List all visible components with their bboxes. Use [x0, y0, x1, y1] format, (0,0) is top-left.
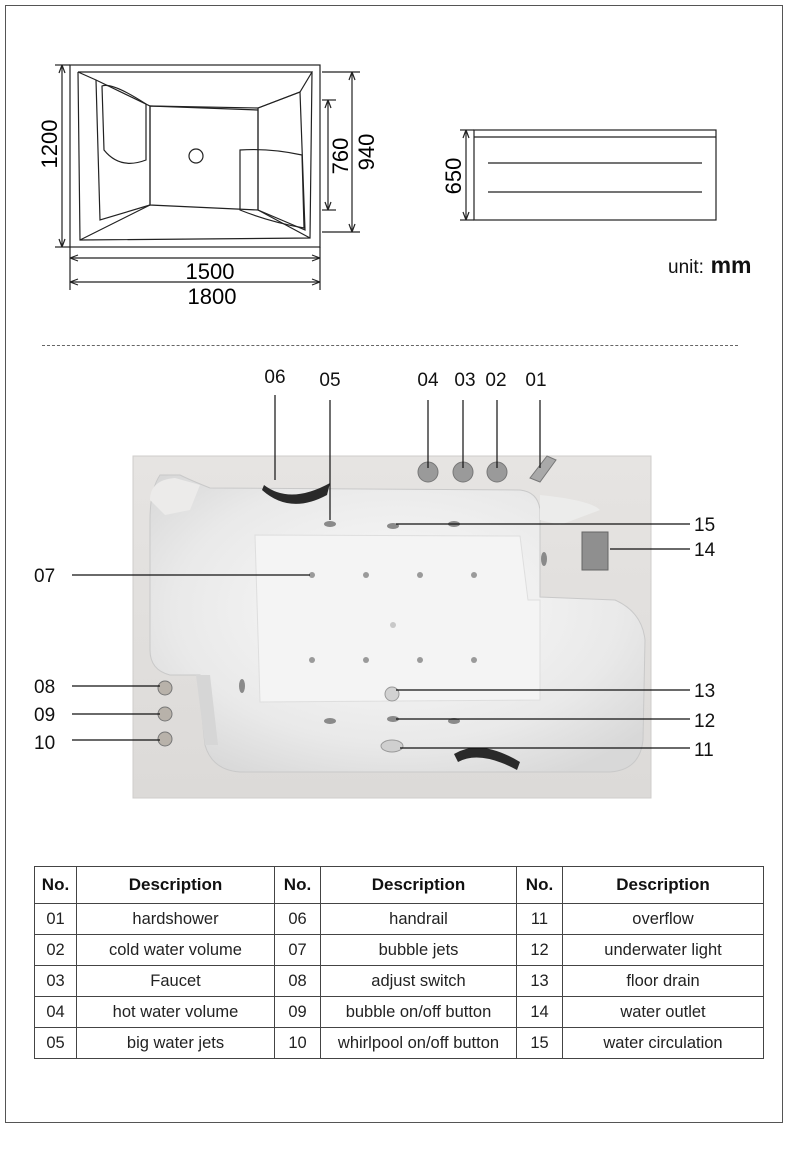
callout-13: 13	[694, 681, 716, 702]
cell-description: cold water volume	[77, 935, 275, 966]
unit-label	[668, 252, 752, 280]
table-row	[35, 1028, 764, 1059]
cell-no: 10	[275, 1028, 321, 1059]
cell-description: hardshower	[77, 904, 275, 935]
dim-1200: 1200	[37, 119, 62, 169]
cell-description: adjust switch	[321, 966, 517, 997]
cell-no: 05	[35, 1028, 77, 1059]
cell-no: 11	[517, 904, 563, 935]
cell-description: bubble on/off button	[321, 997, 517, 1028]
cell-no: 04	[35, 997, 77, 1028]
cell-no: 14	[517, 997, 563, 1028]
cell-description: whirlpool on/off button	[321, 1028, 517, 1059]
dim-1800: 1800	[187, 284, 237, 309]
cell-description: bubble jets	[321, 935, 517, 966]
callout-15: 15	[694, 515, 716, 536]
overflow-cap	[381, 740, 403, 752]
unit-prefix: unit:	[668, 257, 704, 278]
callout-12: 12	[694, 711, 716, 732]
cell-description: handrail	[321, 904, 517, 935]
callout-02: 02	[485, 370, 507, 391]
cell-description: underwater light	[563, 935, 764, 966]
cell-no: 07	[275, 935, 321, 966]
callout-03: 03	[454, 370, 476, 391]
unit-value: mm	[710, 252, 752, 278]
cell-description: Faucet	[77, 966, 275, 997]
drain-circle	[189, 149, 203, 163]
cell-no: 12	[517, 935, 563, 966]
floor-drain	[385, 687, 399, 701]
cell-no: 08	[275, 966, 321, 997]
dim-760: 760	[328, 137, 353, 175]
top-view-drawing	[0, 0, 400, 320]
dim-650: 650	[441, 157, 466, 195]
header-description: Description	[563, 867, 764, 904]
header-description: Description	[321, 867, 517, 904]
cell-no: 06	[275, 904, 321, 935]
cell-description: floor drain	[563, 966, 764, 997]
cell-description: big water jets	[77, 1028, 275, 1059]
side-view-drawing	[430, 110, 730, 240]
cell-no: 03	[35, 966, 77, 997]
table-row	[35, 935, 764, 966]
callout-10: 10	[34, 733, 56, 754]
side-buttons	[158, 681, 172, 746]
parts-table	[34, 866, 764, 1059]
callout-06: 06	[264, 367, 286, 388]
side-view-outline	[474, 130, 716, 220]
callout-14: 14	[694, 540, 716, 561]
section-divider	[42, 345, 738, 346]
bathtub-illustration	[0, 350, 790, 820]
cell-no: 02	[35, 935, 77, 966]
cell-no: 01	[35, 904, 77, 935]
table-row	[35, 997, 764, 1028]
header-no: No.	[275, 867, 321, 904]
cell-description: overflow	[563, 904, 764, 935]
table-row	[35, 904, 764, 935]
top-view-outline	[70, 65, 320, 247]
cell-no: 13	[517, 966, 563, 997]
cell-description: water circulation	[563, 1028, 764, 1059]
callout-08: 08	[34, 677, 56, 698]
water-outlet	[582, 532, 608, 570]
callout-11: 11	[694, 740, 714, 761]
callout-05: 05	[319, 370, 341, 391]
header-no: No.	[35, 867, 77, 904]
callout-01: 01	[525, 370, 547, 391]
tub-floor	[255, 535, 540, 702]
callout-07: 07	[34, 566, 56, 587]
cell-description: hot water volume	[77, 997, 275, 1028]
cell-no: 15	[517, 1028, 563, 1059]
dim-940: 940	[354, 133, 379, 171]
callout-04: 04	[417, 370, 439, 391]
cell-no: 09	[275, 997, 321, 1028]
header-description: Description	[77, 867, 275, 904]
cell-description: water outlet	[563, 997, 764, 1028]
dim-1500: 1500	[185, 259, 235, 284]
header-no: No.	[517, 867, 563, 904]
table-row	[35, 966, 764, 997]
callout-09: 09	[34, 705, 56, 726]
table-header-row	[35, 867, 764, 904]
